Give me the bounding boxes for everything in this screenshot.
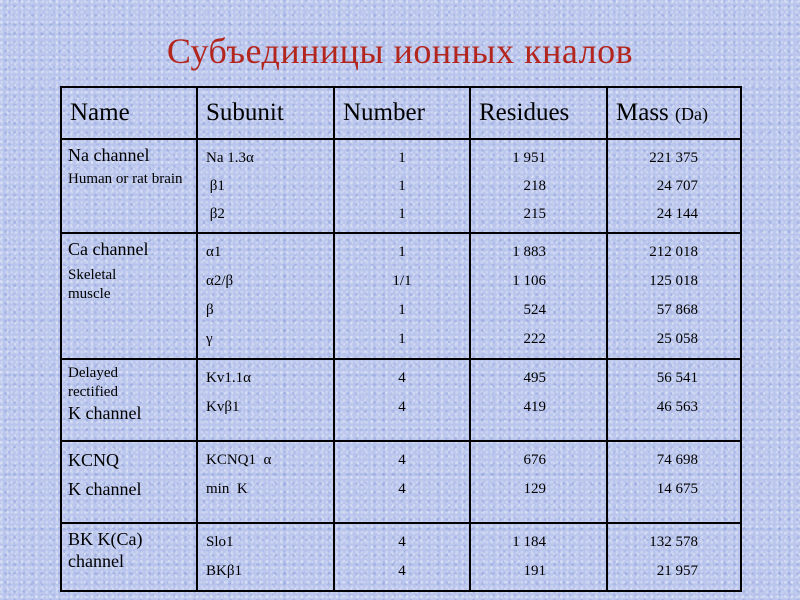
- channel-source: Human or rat brain: [68, 171, 183, 187]
- number: 4: [398, 370, 406, 386]
- channel-name: BK K(Ca) channel: [68, 529, 143, 571]
- subunit: BKβ1: [206, 563, 242, 579]
- channel-name: Delayed rectified: [68, 365, 118, 400]
- subunit: min K: [206, 481, 248, 497]
- number: 1: [398, 178, 406, 194]
- cell-masses: [607, 441, 741, 523]
- residue-count: 524: [523, 302, 546, 318]
- cell-numbers: [334, 523, 470, 591]
- residue-count: 218: [523, 178, 546, 194]
- cell-subunits: [197, 233, 334, 359]
- column-header-name: Name: [61, 87, 197, 139]
- cell-subunits: [197, 523, 334, 591]
- cell-name: [61, 523, 197, 591]
- number: 1: [398, 206, 406, 222]
- mass-value: 25 058: [656, 331, 698, 347]
- subunit: γ: [206, 331, 213, 347]
- mass-value: 21 957: [656, 563, 698, 579]
- mass-value: 212 018: [649, 244, 698, 260]
- cell-subunits: [197, 359, 334, 441]
- cell-numbers: [334, 359, 470, 441]
- cell-name: [61, 441, 197, 523]
- mass-value: 56 541: [656, 370, 698, 386]
- cell-masses: [607, 139, 741, 233]
- subunit: α2/β: [206, 273, 234, 289]
- subunit: β: [206, 302, 214, 318]
- residue-count: 129: [523, 481, 546, 497]
- residue-count: 1 951: [512, 150, 546, 166]
- table-row-na: [61, 139, 741, 233]
- cell-masses: [607, 359, 741, 441]
- channel-name: Ca channel: [68, 239, 149, 259]
- table-row-ca: [61, 233, 741, 359]
- mass-value: 125 018: [649, 273, 698, 289]
- subunit: Slo1: [206, 534, 234, 550]
- residue-count: 495: [523, 370, 546, 386]
- channel-type: K channel: [68, 403, 142, 423]
- number: 1: [398, 331, 406, 347]
- residue-count: 419: [523, 399, 546, 415]
- cell-masses: [607, 233, 741, 359]
- mass-unit: (Da): [675, 104, 709, 124]
- subunit: β2: [206, 206, 225, 222]
- cell-name: [61, 359, 197, 441]
- subunit: KCNQ1 α: [206, 452, 272, 468]
- table-row-kcnq: [61, 441, 741, 523]
- subunit: Kv1.1α: [206, 370, 251, 386]
- number: 4: [398, 399, 406, 415]
- residue-count: 1 106: [512, 273, 546, 289]
- cell-name: [61, 233, 197, 359]
- cell-numbers: [334, 233, 470, 359]
- table-row-bk: [61, 523, 741, 591]
- mass-value: 74 698: [656, 452, 698, 468]
- residue-count: 676: [523, 452, 546, 468]
- number: 4: [398, 534, 406, 550]
- table-row-delayed-rectifier: [61, 359, 741, 441]
- residue-count: 1 184: [512, 534, 546, 550]
- cell-residues: [470, 523, 607, 591]
- cell-masses: [607, 523, 741, 591]
- cell-numbers: [334, 441, 470, 523]
- ion-channel-subunits-table: [60, 86, 742, 592]
- number: 4: [398, 452, 406, 468]
- cell-residues: [470, 233, 607, 359]
- cell-residues: [470, 441, 607, 523]
- channel-name: Na channel: [68, 145, 150, 165]
- residue-count: 215: [523, 206, 546, 222]
- column-header-residues: Residues: [470, 87, 607, 139]
- cell-numbers: [334, 139, 470, 233]
- number: 1: [398, 244, 406, 260]
- cell-residues: [470, 139, 607, 233]
- mass-value: 46 563: [656, 399, 698, 415]
- header-row: [61, 87, 741, 139]
- residue-count: 191: [523, 563, 546, 579]
- subunit: α1: [206, 244, 222, 260]
- channel-source: Skeletal muscle: [68, 267, 117, 302]
- mass-value: 14 675: [656, 481, 698, 497]
- column-header-number: Number: [334, 87, 470, 139]
- mass-value: 24 144: [656, 206, 698, 222]
- subunit: Na 1.3α: [206, 150, 254, 166]
- mass-value: 57 868: [656, 302, 698, 318]
- cell-subunits: [197, 441, 334, 523]
- residue-count: 1 883: [512, 244, 546, 260]
- residue-count: 222: [523, 331, 546, 347]
- mass-value: 132 578: [649, 534, 698, 550]
- number: 1: [398, 150, 406, 166]
- cell-residues: [470, 359, 607, 441]
- channel-type: K channel: [68, 479, 142, 499]
- mass-value: 24 707: [656, 178, 698, 194]
- cell-name: [61, 139, 197, 233]
- subunit: Kvβ1: [206, 399, 240, 415]
- channel-name: KCNQ: [68, 450, 120, 470]
- column-header-mass: [607, 87, 741, 139]
- cell-subunits: [197, 139, 334, 233]
- mass-value: 221 375: [649, 150, 698, 166]
- number: 4: [398, 481, 406, 497]
- number: 4: [398, 563, 406, 579]
- number: 1: [398, 302, 406, 318]
- number: 1/1: [392, 273, 412, 289]
- mass-label: Mass: [616, 99, 669, 126]
- column-header-subunit: Subunit: [197, 87, 334, 139]
- page-title: Субъединицы ионных кналов: [166, 31, 634, 71]
- subunit: β1: [206, 178, 225, 194]
